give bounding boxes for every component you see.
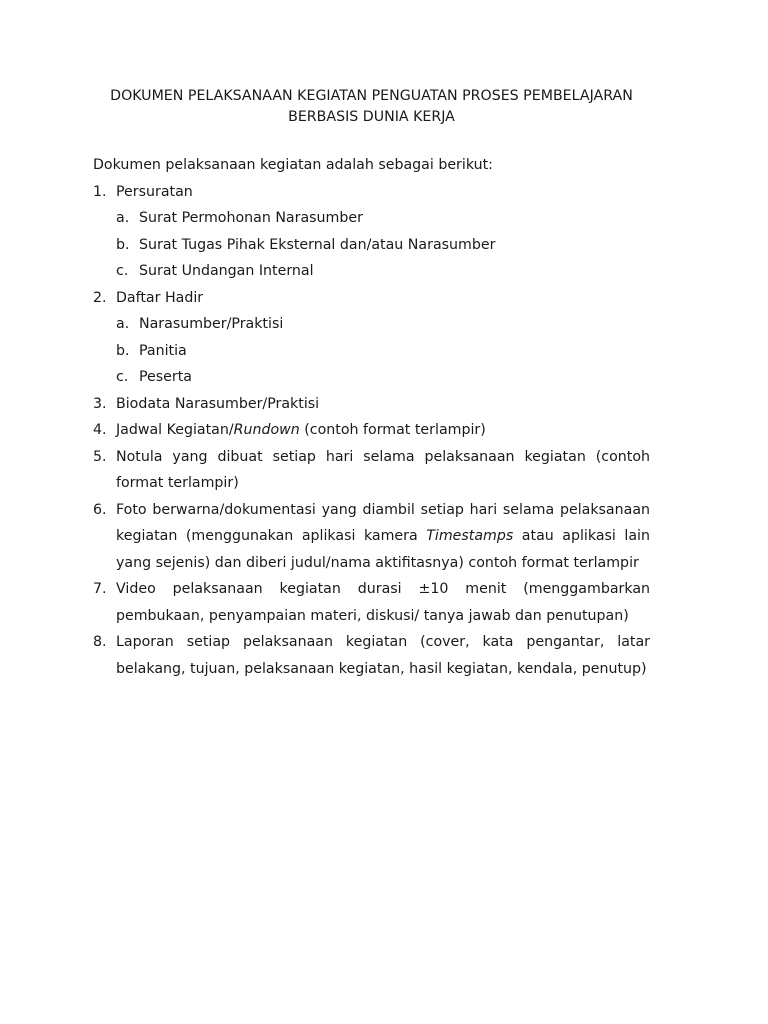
list-item-text: Biodata Narasumber/Praktisi xyxy=(116,395,320,412)
list-item-text-after: atau aplikasi lain yang sejenis) dan diberi judul/nama aktifitasnya) contoh format terlampir xyxy=(116,528,650,571)
list-item-number: 6. xyxy=(93,501,107,518)
list-item-number: 5. xyxy=(93,448,107,465)
sub-item xyxy=(116,232,650,259)
sub-item-letter: b. xyxy=(116,342,130,359)
list-item-8 xyxy=(93,629,650,682)
sub-item-text: Peserta xyxy=(139,369,192,385)
list-item-6 xyxy=(93,497,650,577)
list-item-text: Video pelaksanaan kegiatan durasi ±10 menit (menggambarkan pembukaan, penyampaian materi, diskusi/ tanya jawab dan penutupan) xyxy=(116,581,650,624)
document-title xyxy=(93,86,650,128)
list-item-text-italic: Timestamps xyxy=(426,528,514,544)
sub-list xyxy=(116,205,650,285)
sub-item-text: Narasumber/Praktisi xyxy=(139,316,284,332)
list-item-number: 8. xyxy=(93,634,107,650)
sub-item-letter: a. xyxy=(116,316,130,332)
list-item-3 xyxy=(93,391,650,418)
sub-list xyxy=(116,311,650,391)
list-item-5 xyxy=(93,444,650,497)
list-item-7 xyxy=(93,576,650,629)
sub-item-letter: c. xyxy=(116,369,129,385)
sub-item-text: Surat Tugas Pihak Eksternal dan/atau Narasumber xyxy=(139,236,496,253)
list-item-text: Daftar Hadir xyxy=(116,289,204,306)
list-item-text: Notula yang dibuat setiap hari selama pelaksanaan kegiatan (contoh format terlampir) xyxy=(116,448,650,491)
list-item-text: Persuratan xyxy=(116,183,193,200)
sub-item xyxy=(116,338,650,365)
title-line-1: DOKUMEN PELAKSANAAN KEGIATAN PENGUATAN PROSES PEMBELAJARAN xyxy=(110,88,633,104)
list-item-text-italic: Rundown xyxy=(233,422,300,438)
sub-item-text: Surat Permohonan Narasumber xyxy=(139,210,363,226)
sub-item xyxy=(116,311,650,338)
sub-item-letter: b. xyxy=(116,236,130,253)
sub-item-letter: a. xyxy=(116,210,130,226)
list-item-number: 1. xyxy=(93,183,107,200)
list-item-text-after: (contoh format terlampir) xyxy=(299,422,486,438)
list-item-number: 3. xyxy=(93,395,107,412)
list-item-number: 4. xyxy=(93,422,107,438)
sub-item-text: Surat Undangan Internal xyxy=(139,263,314,279)
document-page xyxy=(93,86,650,682)
list-item-text: Laporan setiap pelaksanaan kegiatan (cover, kata pengantar, latar belakang, tujuan, pelaksanaan kegiatan, hasil kegiatan, kendala, penutup) xyxy=(116,634,650,677)
sub-item-text: Panitia xyxy=(139,342,187,359)
title-line-2: BERBASIS DUNIA KERJA xyxy=(288,109,455,125)
list-item-number: 2. xyxy=(93,289,107,306)
list-item-number: 7. xyxy=(93,581,107,597)
list-item-text-before: Jadwal Kegiatan/ xyxy=(116,422,234,438)
list-item-1 xyxy=(93,179,650,285)
intro-text: Dokumen pelaksanaan kegiatan adalah sebagai berikut: xyxy=(93,157,493,173)
list-item-text-before: Foto berwarna/dokumentasi yang diambil setiap hari selama pelaksanaan kegiatan (menggunakan aplikasi kamera xyxy=(116,501,650,544)
list-item-4 xyxy=(93,417,650,444)
sub-item xyxy=(116,205,650,232)
list-item-2 xyxy=(93,285,650,391)
document-list xyxy=(93,179,650,683)
sub-item xyxy=(116,258,650,285)
sub-item-letter: c. xyxy=(116,263,129,279)
sub-item xyxy=(116,364,650,391)
